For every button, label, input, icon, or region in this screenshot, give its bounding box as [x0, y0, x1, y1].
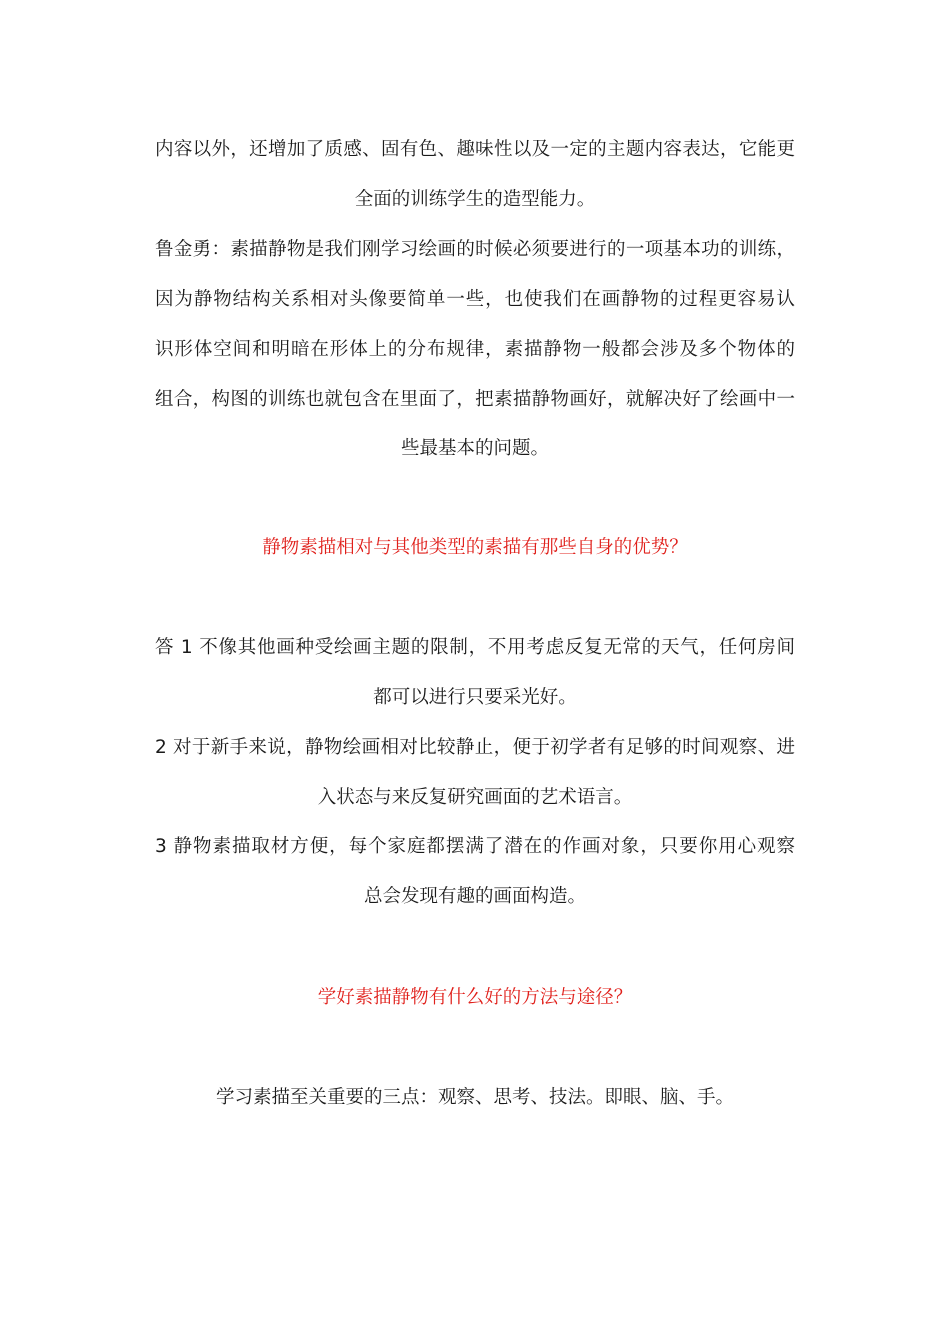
answer-1-line-1: 答 1 不像其他画种受绘画主题的限制，不用考虑反复无常的天气，任何房间: [155, 637, 795, 658]
question-heading-1: 静物素描相对与其他类型的素描有那些自身的优势？: [262, 537, 688, 558]
intro-line-2: 全面的训练学生的造型能力。: [354, 189, 596, 210]
answer-2-line: 学习素描至关重要的三点：观察、思考、技法。即眼、脑、手。: [215, 1087, 734, 1108]
answer-1-line-4: 入状态与来反复研究画面的艺术语言。: [317, 787, 633, 808]
lu-jinyong-line-4: 组合，构图的训练也就包含在里面了，把素描静物画好，就解决好了绘画中一: [155, 389, 795, 410]
question-heading-2: 学好素描静物有什么好的方法与途径？: [317, 987, 633, 1008]
lu-jinyong-line-1: 鲁金勇：素描静物是我们刚学习绘画的时候必须要进行的一项基本功的训练，: [155, 239, 795, 260]
lu-jinyong-line-5: 些最基本的问题。: [400, 438, 549, 459]
answer-1-line-5: 3 静物素描取材方便，每个家庭都摆满了潜在的作画对象，只要你用心观察: [155, 836, 795, 857]
lu-jinyong-line-3: 识形体空间和明暗在形体上的分布规律，素描静物一般都会涉及多个物体的: [155, 339, 795, 360]
lu-jinyong-line-2: 因为静物结构关系相对头像要简单一些，也使我们在画静物的过程更容易认: [155, 289, 795, 310]
intro-line-1: 内容以外，还增加了质感、固有色、趣味性以及一定的主题内容表达，它能更: [155, 139, 795, 160]
answer-1-line-6: 总会发现有趣的画面构造。: [363, 886, 586, 907]
answer-1-line-3: 2 对于新手来说，静物绘画相对比较静止，便于初学者有足够的时间观察、进: [155, 737, 795, 758]
answer-1-line-2: 都可以进行只要采光好。: [373, 687, 577, 708]
